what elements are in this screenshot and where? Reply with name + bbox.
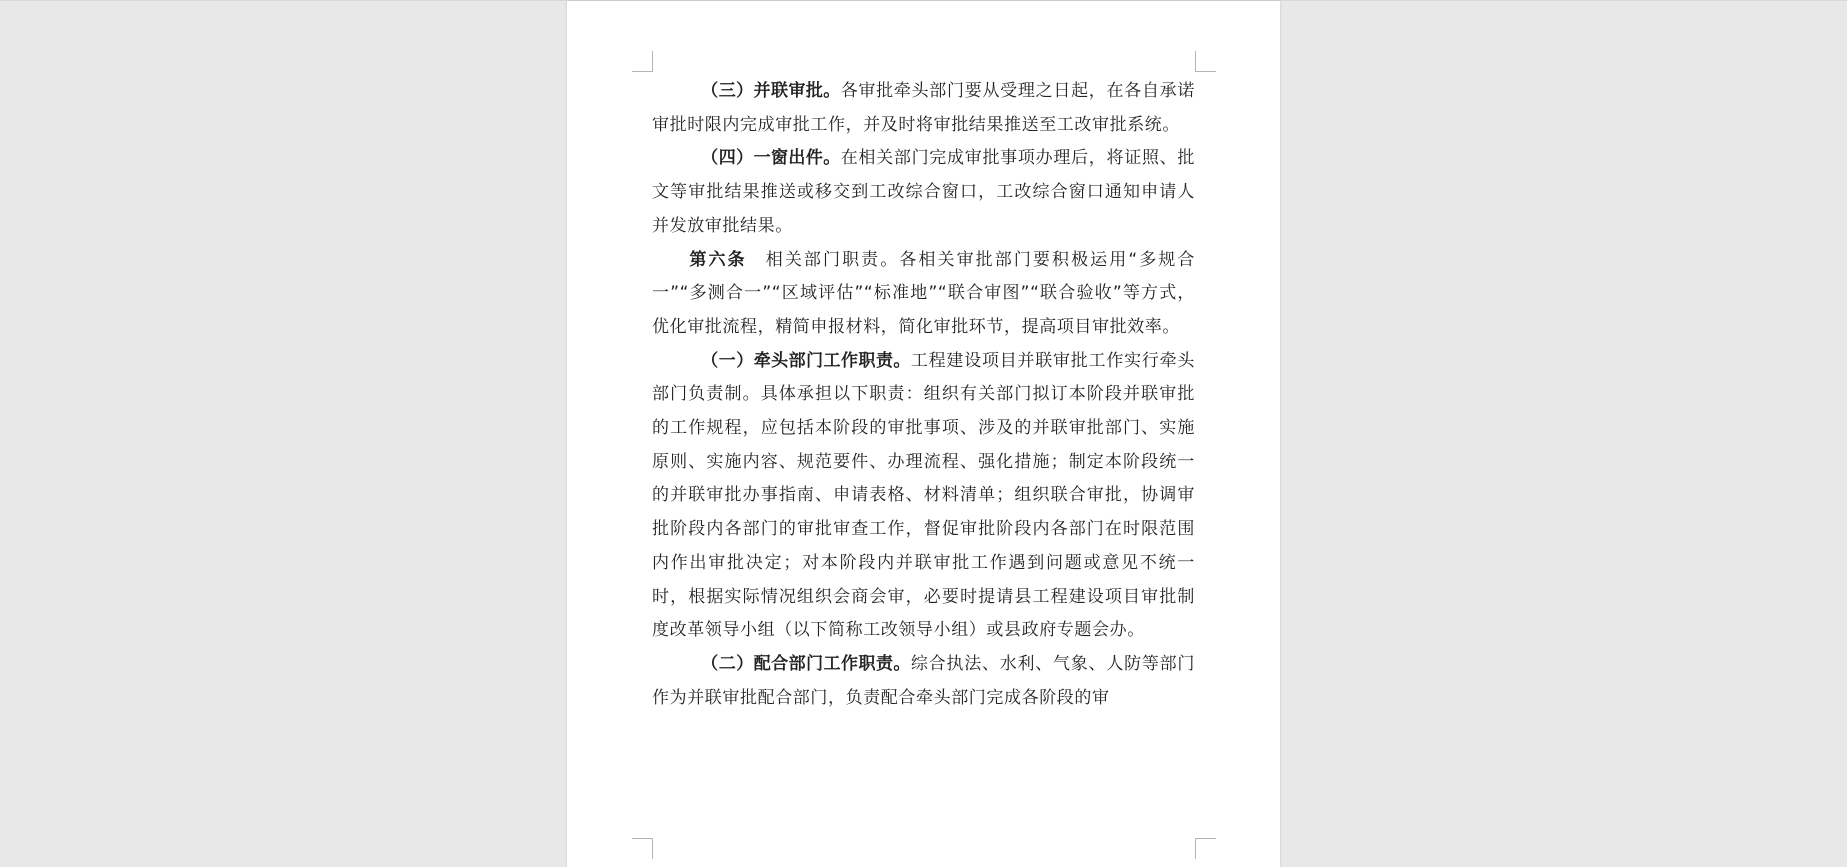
paragraph-lead: （二）配合部门工作职责。 — [701, 653, 911, 674]
margin-mark-top-left — [632, 51, 653, 72]
paragraph-parallel-approval — [652, 75, 1195, 142]
paragraph-body: 工程建设项目并联审批工作实行牵头部门负责制。具体承担以下职责：组织有关部门拟订本阶段并联审批的工作规程，应包括本阶段的审批事项、涉及的并联审批部门、实施原则、实施内容、规范要件、办理流程、强化措施；制定本阶段统一的并联审批办事指南、申请表格、材料清单；组织联合审批，协调审批阶段内各部门的审批审查工作，督促审批阶段内各部门在时限范围内作出审批决定；对本阶段内并联审批工作遇到问题或意见不统一时，根据实际情况组织会商会审，必要时提请县工程建设项目审批制度改革领导小组（以下简称工改领导小组）或县政府专题会办。 — [652, 350, 1195, 641]
paragraph-body: 相关部门职责。各相关审批部门要积极运用“多规合一”“多测合一”“区域评估”“标准地”“联合审图”“联合验收”等方式，优化审批流程，精简申报材料，简化审批环节，提高项目审批效率。 — [652, 249, 1195, 337]
margin-mark-bottom-right — [1195, 838, 1216, 859]
article-number: 第六条 — [689, 249, 747, 270]
document-body[interactable] — [652, 75, 1195, 715]
paragraph-lead: （三）并联审批。 — [701, 81, 841, 101]
margin-mark-bottom-left — [632, 838, 653, 859]
paragraph-body: 在相关部门完成审批事项办理后，将证照、批文等审批结果推送或移交到工改综合窗口，工改综合窗口通知申请人并发放审批结果。 — [652, 148, 1196, 236]
paragraph-lead: （一）牵头部门工作职责。 — [701, 350, 911, 371]
paragraph-article-six — [652, 244, 1195, 345]
paragraph-single-window-output — [652, 142, 1195, 243]
document-page[interactable] — [567, 1, 1280, 867]
paragraph-lead: （四）一窗出件。 — [701, 148, 841, 169]
margin-mark-top-right — [1195, 51, 1216, 72]
paragraph-cooperating-department-duties — [652, 648, 1195, 715]
paragraph-body: 各审批牵头部门要从受理之日起，在各自承诺审批时限内完成审批工作，并及时将审批结果推送至工改审批系统。 — [652, 81, 1196, 135]
paragraph-lead-department-duties — [652, 345, 1195, 648]
paragraph-body: 综合执法、水利、气象、人防等部门作为并联审批配合部门，负责配合牵头部门完成各阶段的审 — [652, 653, 1195, 708]
